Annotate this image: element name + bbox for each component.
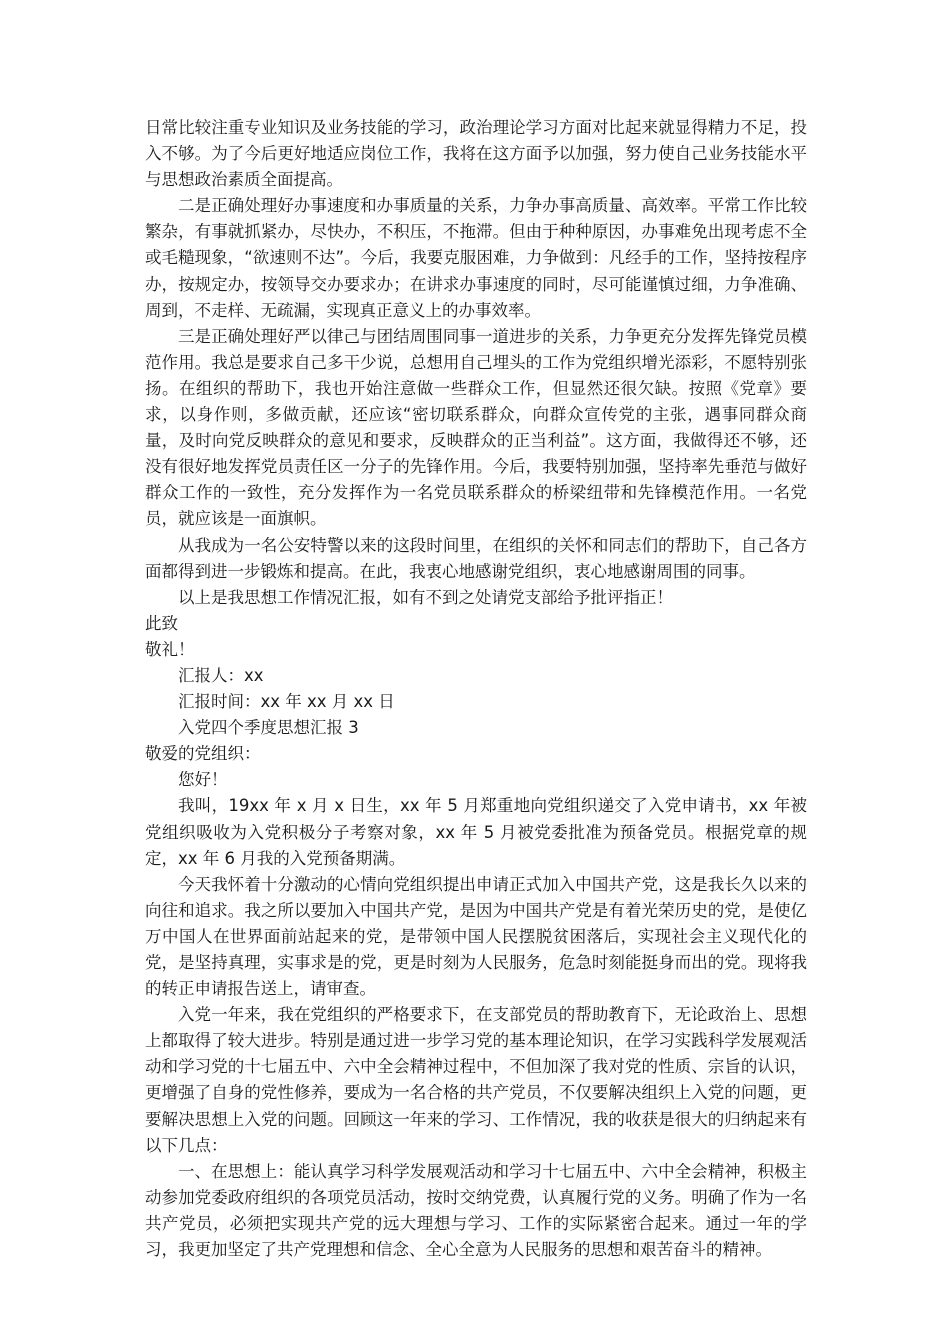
paragraph: 从我成为一名公安特警以来的这段时间里，在组织的关怀和同志们的帮助下，自己各方面都得到进一步锻炼和提高。在此，我衷心地感谢党组织，衷心地感谢周围的同事。 bbox=[145, 535, 807, 581]
report-date-line: 汇报时间：xx 年 xx 月 xx 日 bbox=[178, 692, 395, 712]
paragraph: 二是正确处理好办事速度和办事质量的关系，力争办事高质量、高效率。平常工作比较繁杂，有事就抓紧办，尽快办，不积压，不拖滞。但由于种种原因，办事难免出现考虑不全或毛糙现象，“欲速则不达”。今后，我要克服困难，力争做到：凡经手的工作，坚持按程序办，按规定办，按领导交办要求办；在讲求办事速度的同时，尽可能谨慎过细，力争准确、周到，不走样、无疏漏，实现真正意义上的办事效率。 bbox=[145, 196, 807, 320]
closing-salutation: 此致 bbox=[145, 613, 178, 633]
greeting-addressee: 敬爱的党组织： bbox=[145, 744, 261, 764]
paragraph: 一、在思想上：能认真学习科学发展观活动和学习十七届五中、六中全会精神，积极主动参加党委政府组织的各项党员活动，按时交纳党费，认真履行党的义务。明确了作为一名共产党员，必须把实现共产党的远大理想与学习、工作的实际紧密合起来。通过一年的学习，我更加坚定了共产党理想和信念、全心全意为人民服务的思想和艰苦奋斗的精神。 bbox=[145, 1161, 807, 1260]
paragraph: 入党一年来，我在党组织的严格要求下，在支部党员的帮助教育下，无论政治上、思想上都取得了较大进步。特别是通过进一步学习党的基本理论知识，在学习实践科学发展观活动和学习党的十七届五中、六中全会精神过程中，不但加深了我对党的性质、宗旨的认识，更增强了自身的党性修养，要成为一名合格的共产党员，不仅要解决组织上入党的问题，更要解决思想上入党的问题。回顾这一年来的学习、工作情况，我的收获是很大的归纳起来有以下几点： bbox=[145, 1005, 807, 1155]
closing-regards: 敬礼！ bbox=[145, 639, 195, 659]
paragraph: 日常比较注重专业知识及业务技能的学习，政治理论学习方面对比起来就显得精力不足，投入不够。为了今后更好地适应岗位工作，我将在这方面予以加强，努力使自己业务技能水平与思想政治素质全面提高。 bbox=[145, 118, 807, 190]
paragraph: 以上是我思想工作情况汇报，如有不到之处请党支部给予批评指正！ bbox=[178, 587, 673, 607]
document-page bbox=[145, 115, 807, 1263]
section-title: 入党四个季度思想汇报 3 bbox=[178, 718, 359, 738]
paragraph: 我叫，19xx 年 x 月 x 日生，xx 年 5 月郑重地向党组织递交了入党申请书，xx 年被党组织吸收为入党积极分子考察对象，xx 年 5 月被党委批准为预备党员。根据党章的规定，xx 年 6 月我的入党预备期满。 bbox=[145, 796, 807, 868]
greeting: 您好！ bbox=[178, 770, 228, 790]
reporter-line: 汇报人：xx bbox=[178, 665, 264, 685]
paragraph: 今天我怀着十分激动的心情向党组织提出申请正式加入中国共产党，这是我长久以来的向往和追求。我之所以要加入中国共产党，是因为中国共产党是有着光荣历史的党，是使亿万中国人在世界面前站起来的党，是带领中国人民摆脱贫困落后，实现社会主义现代化的党，是坚持真理，实事求是的党，更是时刻为人民服务，危急时刻能挺身而出的党。现将我的转正申请报告送上，请审查。 bbox=[145, 874, 807, 999]
paragraph: 三是正确处理好严以律己与团结周围同事一道进步的关系，力争更充分发挥先锋党员模范作用。我总是要求自己多干少说，总想用自己埋头的工作为党组织增光添彩，不愿特别张扬。在组织的帮助下，我也开始注意做一些群众工作，但显然还很欠缺。按照《党章》要求，以身作则，多做贡献，还应该“密切联系群众，向群众宣传党的主张，遇事同群众商量，及时向党反映群众的意见和要求，反映群众的正当利益”。这方面，我做得还不够，还没有很好地发挥党员责任区一分子的先锋作用。今后，我要特别加强，坚持率先垂范与做好群众工作的一致性，充分发挥作为一名党员联系群众的桥梁纽带和先锋模范作用。一名党员，就应该是一面旗帜。 bbox=[145, 326, 807, 529]
